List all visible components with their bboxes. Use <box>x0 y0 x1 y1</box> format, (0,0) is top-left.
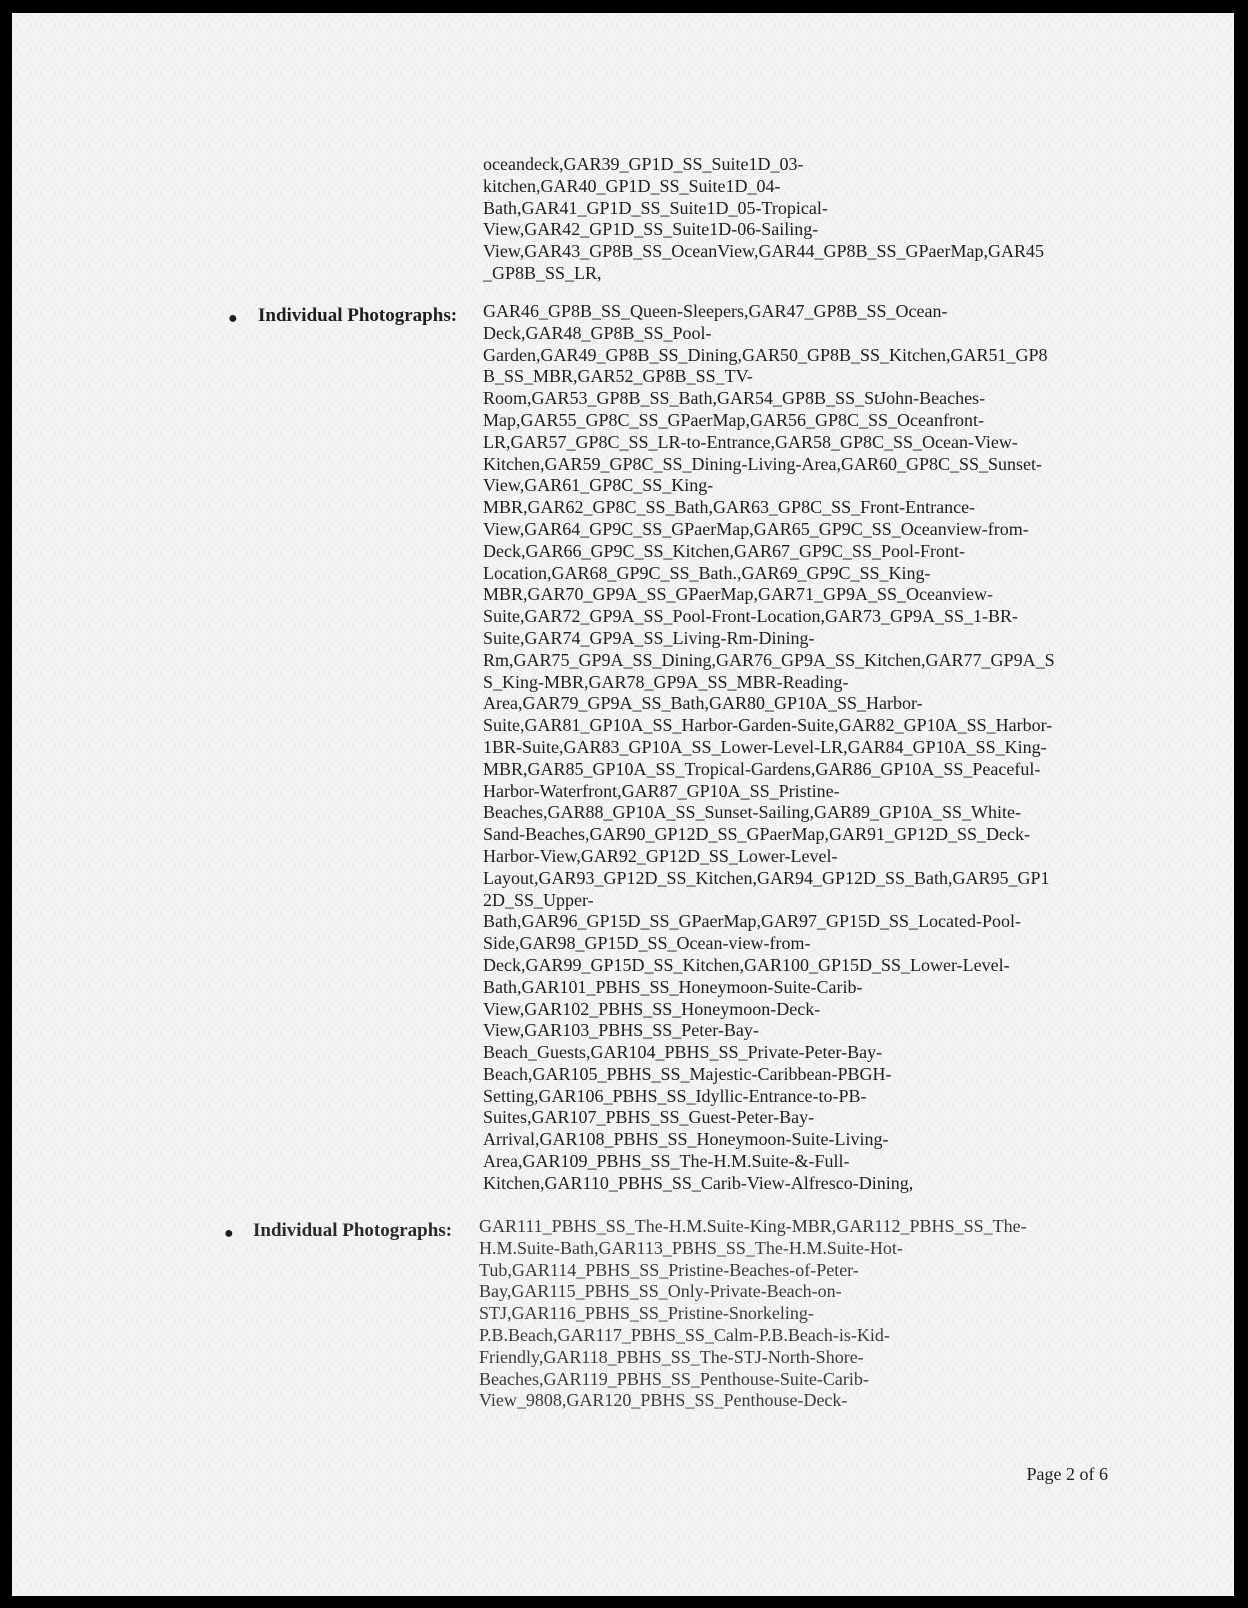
entry-label: Individual Photographs: <box>258 305 458 326</box>
continuation-text: oceandeck,GAR39_GP1D_SS_Suite1D_03- kitchen,GAR40_GP1D_SS_Suite1D_04- Bath,GAR41_GP1D_SS_Suite1D_05-Tropical- View,GAR42_GP1D_SS_Suite1D-06-Sailing- View,GAR43_GP8B_SS_OceanView,GAR44_GP8B_SS_GPaerMap,GAR45 _GP8B_SS_LR, <box>483 154 1045 283</box>
bullet-icon: ● <box>224 1225 234 1242</box>
photograph-list: GAR111_PBHS_SS_The-H.M.Suite-King-MBR,GAR112_PBHS_SS_The- H.M.Suite-Bath,GAR113_PBHS_SS_The-H.M.Suite-Hot- Tub,GAR114_PBHS_SS_Pristine-Beaches-of-Peter- Bay,GAR115_PBHS_SS_Only-Private-Beach-on- STJ,GAR116_PBHS_SS_Pristine-Snorkeling- P.B.Beach,GAR117_PBHS_SS_Calm-P.B.Beach-is-Kid- Friendly,GAR118_PBHS_SS_The-STJ-North-Shore- Beaches,GAR119_PBHS_SS_Penthouse-Suite-Carib- View_9808,GAR120_PBHS_SS_Penthouse-Deck- <box>479 1216 1027 1411</box>
document-page <box>12 13 1234 1596</box>
entry-label: Individual Photographs: <box>253 1220 453 1241</box>
photograph-list: GAR46_GP8B_SS_Queen-Sleepers,GAR47_GP8B_SS_Ocean- Deck,GAR48_GP8B_SS_Pool- Garden,GAR49_GP8B_SS_Dining,GAR50_GP8B_SS_Kitchen,GAR51_GP8 B_SS_MBR,GAR52_GP8B_SS_TV- Room,GAR53_GP8B_SS_Bath,GAR54_GP8B_SS_StJohn-Beaches- Map,GAR55_GP8C_SS_GPaerMap,GAR56_GP8C_SS_Oceanfront- LR,GAR57_GP8C_SS_LR-to-Entrance,GAR58_GP8C_SS_Ocean-View- Kitchen,GAR59_GP8C_SS_Dining-Living-Area,GAR60_GP8C_SS_Sunset- View,GAR61_GP8C_SS_King- MBR,GAR62_GP8C_SS_Bath,GAR63_GP8C_SS_Front-Entrance- View,GAR64_GP9C_SS_GPaerMap,GAR65_GP9C_SS_Oceanview-from- Deck,GAR66_GP9C_SS_Kitchen,GAR67_GP9C_SS_Pool-Front- Location,GAR68_GP9C_SS_Bath.,GAR69_GP9C_SS_King- MBR,GAR70_GP9A_SS_GPaerMap,GAR71_GP9A_SS_Oceanview- Suite,GAR72_GP9A_SS_Pool-Front-Location,GAR73_GP9A_SS_1-BR- Suite,GAR74_GP9A_SS_Living-Rm-Dining- Rm,GAR75_GP9A_SS_Dining,GAR76_GP9A_SS_Kitchen,GAR77_GP9A_S S_King-MBR,GAR78_GP9A_SS_MBR-Reading- Area,GAR79_GP9A_SS_Bath,GAR80_GP10A_SS_Harbor- Suite,GAR81_GP10A_SS_Harbor-Garden-Suite,GAR82_GP10A_SS_Harbor- 1BR-Suite,GAR83_GP10A_SS_Lower-Level-LR,GAR84_GP10A_SS_King- MBR,GAR85_GP10A_SS_Tropical-Gardens,GAR86_GP10A_SS_Peaceful- Harbor-Waterfront,GAR87_GP10A_SS_Pristine- Beaches,GAR88_GP10A_SS_Sunset-Sailing,GAR89_GP10A_SS_White- Sand-Beaches,GAR90_GP12D_SS_GPaerMap,GAR91_GP12D_SS_Deck- Harbor-View,GAR92_GP12D_SS_Lower-Level- Layout,GAR93_GP12D_SS_Kitchen,GAR94_GP12D_SS_Bath,GAR95_GP1 2D_SS_Upper- Bath,GAR96_GP15D_SS_GPaerMap,GAR97_GP15D_SS_Located-Pool- Side,GAR98_GP15D_SS_Ocean-view-from- Deck,GAR99_GP15D_SS_Kitchen,GAR100_GP15D_SS_Lower-Level- Bath,GAR101_PBHS_SS_Honeymoon-Suite-Carib- View,GAR102_PBHS_SS_Honeymoon-Deck- View,GAR103_PBHS_SS_Peter-Bay- Beach_Guests,GAR104_PBHS_SS_Private-Peter-Bay- Beach,GAR105_PBHS_SS_Majestic-Caribbean-PBGH- Setting,GAR106_PBHS_SS_Idyllic-Entrance-to-PB- Suites,GAR107_PBHS_SS_Guest-Peter-Bay- Arrival,GAR108_PBHS_SS_Honeymoon-Suite-Living- Area,GAR109_PBHS_SS_The-H.M.Suite-&-Full- Kitchen,GAR110_PBHS_SS_Carib-View-Alfresco-Dining, <box>483 301 1055 1193</box>
bullet-icon: ● <box>228 310 238 327</box>
page-number: Page 2 of 6 <box>1026 1464 1108 1484</box>
